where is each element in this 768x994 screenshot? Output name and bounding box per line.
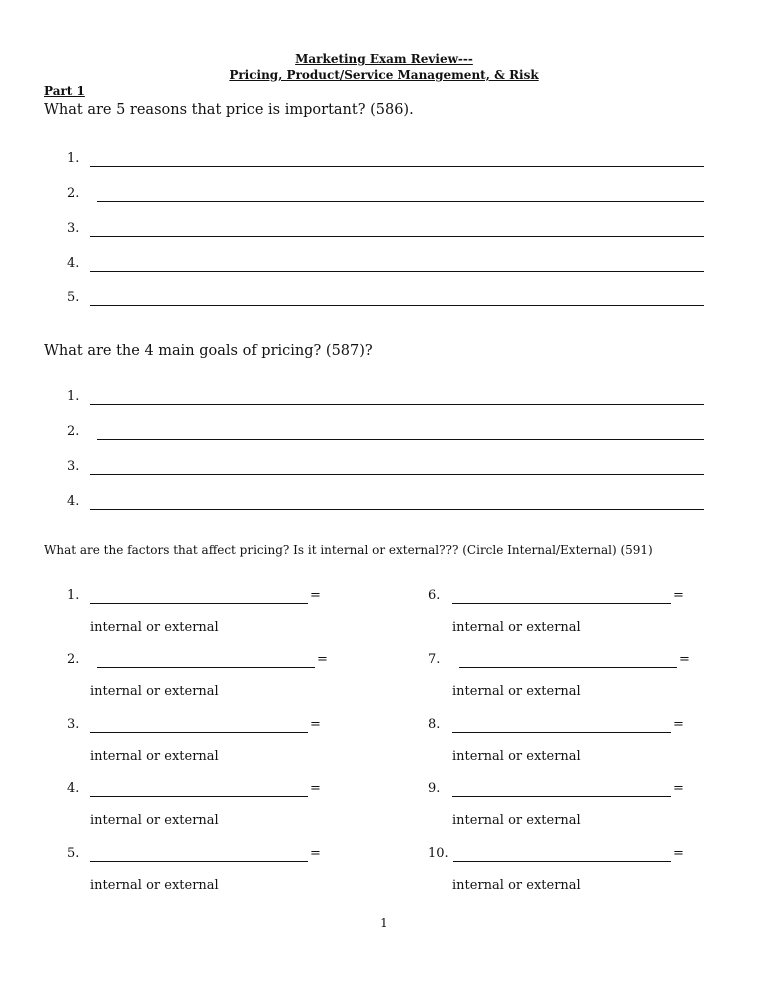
answer-number: 1. [67, 151, 80, 166]
factor-number: 3. [67, 717, 80, 732]
factor-number: 1. [67, 588, 80, 603]
factor-line[interactable] [90, 732, 308, 733]
question-pricing-factors: What are the factors that affect pricing? Is it internal or external??? (Circle Internal/External) (591) [44, 543, 653, 557]
factor-number: 9. [428, 781, 441, 796]
factor-line[interactable] [90, 861, 308, 862]
internal-or-external-choice[interactable]: internal or external [90, 813, 219, 828]
internal-or-external-choice[interactable]: internal or external [452, 620, 581, 635]
factor-line[interactable] [97, 667, 315, 668]
factor-number: 5. [67, 846, 80, 861]
internal-or-external-choice[interactable]: internal or external [90, 878, 219, 893]
factor-number: 8. [428, 717, 441, 732]
answer-number: 3. [67, 459, 80, 474]
page-number: 1 [380, 916, 388, 930]
equals-sign: = [310, 781, 321, 796]
factor-line[interactable] [452, 732, 671, 733]
equals-sign: = [310, 588, 321, 603]
answer-number: 5. [67, 290, 80, 305]
factor-number: 6. [428, 588, 441, 603]
document-title-line1: Marketing Exam Review--- [295, 52, 473, 66]
question-reasons-price-important: What are 5 reasons that price is important? (586). [44, 102, 414, 118]
factor-line[interactable] [90, 603, 308, 604]
answer-line[interactable] [90, 509, 704, 510]
internal-or-external-choice[interactable]: internal or external [452, 813, 581, 828]
equals-sign: = [673, 781, 684, 796]
internal-or-external-choice[interactable]: internal or external [452, 684, 581, 699]
internal-or-external-choice[interactable]: internal or external [90, 684, 219, 699]
factor-number: 7. [428, 652, 441, 667]
answer-number: 1. [67, 389, 80, 404]
answer-line[interactable] [90, 404, 704, 405]
equals-sign: = [679, 652, 690, 667]
equals-sign: = [317, 652, 328, 667]
factor-line[interactable] [459, 667, 677, 668]
factor-number: 10. [428, 846, 449, 861]
factor-line[interactable] [453, 861, 671, 862]
answer-number: 4. [67, 494, 80, 509]
equals-sign: = [673, 717, 684, 732]
internal-or-external-choice[interactable]: internal or external [90, 620, 219, 635]
internal-or-external-choice[interactable]: internal or external [452, 878, 581, 893]
factor-line[interactable] [90, 796, 308, 797]
question-goals-of-pricing: What are the 4 main goals of pricing? (587)? [44, 343, 373, 359]
answer-number: 2. [67, 424, 80, 439]
internal-or-external-choice[interactable]: internal or external [90, 749, 219, 764]
equals-sign: = [310, 846, 321, 861]
answer-number: 2. [67, 186, 80, 201]
answer-line[interactable] [97, 201, 704, 202]
factor-line[interactable] [452, 796, 671, 797]
answer-number: 3. [67, 221, 80, 236]
factor-number: 2. [67, 652, 80, 667]
answer-line[interactable] [90, 166, 704, 167]
equals-sign: = [673, 846, 684, 861]
document-title-line2: Pricing, Product/Service Management, & Risk [229, 68, 539, 82]
factor-number: 4. [67, 781, 80, 796]
answer-line[interactable] [90, 305, 704, 306]
factor-line[interactable] [452, 603, 671, 604]
equals-sign: = [673, 588, 684, 603]
answer-number: 4. [67, 256, 80, 271]
internal-or-external-choice[interactable]: internal or external [452, 749, 581, 764]
answer-line[interactable] [90, 474, 704, 475]
part-label: Part 1 [44, 84, 85, 98]
answer-line[interactable] [90, 271, 704, 272]
answer-line[interactable] [97, 439, 704, 440]
answer-line[interactable] [90, 236, 704, 237]
equals-sign: = [310, 717, 321, 732]
